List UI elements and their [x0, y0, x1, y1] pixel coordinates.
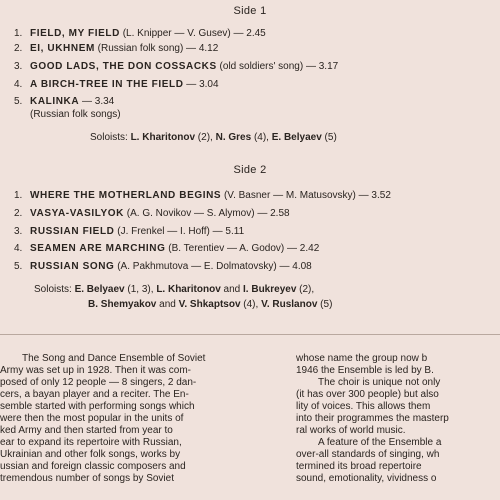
- soloist-name: V. Ruslanov: [261, 299, 318, 310]
- side2-track-1: [14, 190, 391, 202]
- soloist-part: and: [156, 299, 179, 310]
- track-title: KALINKA: [30, 96, 80, 107]
- track-credit: — 3.34: [79, 96, 115, 107]
- track-number: 3.: [14, 61, 23, 72]
- track-title: GOOD LADS, THE DON COSSACKS: [30, 61, 217, 72]
- notes-line: The Song and Dance Ensemble of Soviet: [22, 353, 206, 364]
- track-credit: (J. Frenkel — I. Hoff) — 5.11: [114, 226, 245, 237]
- track-title: FIELD, MY FIELD: [30, 28, 120, 39]
- side2-soloists-line1: [34, 284, 314, 295]
- side1-track-5-note: (Russian folk songs): [30, 109, 121, 120]
- track-credit: (L. Knipper — V. Gusev) — 2.45: [119, 28, 266, 39]
- track-number: 1.: [14, 28, 23, 39]
- soloists-label: Soloists:: [90, 132, 131, 143]
- notes-line: over-all standards of singing, wh: [296, 449, 440, 460]
- track-number: 3.: [14, 226, 23, 237]
- track-number: 2.: [14, 208, 23, 219]
- track-credit: — 3.04: [183, 79, 219, 90]
- soloist-part: (4),: [251, 132, 272, 143]
- notes-line: semble started with performing songs which: [0, 401, 195, 412]
- notes-line: were then the most popular in the units of: [0, 413, 184, 424]
- soloists-label: Soloists:: [34, 284, 75, 295]
- soloist-name: V. Shkaptsov: [178, 299, 241, 310]
- soloist-name: I. Bukreyev: [243, 284, 297, 295]
- track-title: WHERE THE MOTHERLAND BEGINS: [30, 190, 222, 201]
- soloist-part: (1, 3),: [124, 284, 157, 295]
- track-title: VASYA-VASILYOK: [30, 208, 124, 219]
- track-number: 1.: [14, 190, 23, 201]
- track-title: RUSSIAN SONG: [30, 261, 115, 272]
- side1-heading: Side 1: [233, 5, 267, 17]
- track-number: 2.: [14, 43, 23, 54]
- soloist-name: N. Gres: [215, 132, 252, 143]
- soloist-part: (5): [321, 132, 337, 143]
- notes-line: sound, emotionality, vividness o: [296, 473, 437, 484]
- soloist-part: (2),: [296, 284, 315, 295]
- side1-track-2: [14, 43, 218, 55]
- track-credit: (A. Pakhmutova — E. Dolmatovsky) — 4.08: [114, 261, 312, 272]
- soloist-name: E. Belyaev: [74, 284, 125, 295]
- notes-line: whose name the group now b: [296, 353, 428, 364]
- notes-line: termined its broad repertoire: [296, 461, 422, 472]
- track-title: SEAMEN ARE MARCHING: [30, 243, 166, 254]
- notes-line: 1946 the Ensemble is led by B.: [296, 365, 434, 376]
- soloist-part: (2),: [195, 132, 216, 143]
- soloist-part: (5): [317, 299, 333, 310]
- track-credit: (B. Terentiev — A. Godov) — 2.42: [165, 243, 320, 254]
- track-title: RUSSIAN FIELD: [30, 226, 115, 237]
- track-title: A BIRCH-TREE IN THE FIELD: [30, 79, 184, 90]
- liner-notes-right-column: [296, 353, 500, 485]
- track-number: 4.: [14, 243, 23, 254]
- track-number: 5.: [14, 261, 23, 272]
- side2-track-3: [14, 226, 244, 238]
- side2-track-4: [14, 243, 319, 255]
- notes-line: The choir is unique not only: [318, 377, 441, 388]
- side2-track-5: [14, 261, 312, 273]
- track-credit: (V. Basner — M. Matusovsky) — 3.52: [221, 190, 391, 201]
- side2-track-2: [14, 208, 290, 220]
- side1-soloists: [90, 132, 337, 143]
- soloist-part: and: [220, 284, 244, 295]
- notes-line: tremendous number of songs by Soviet: [0, 473, 174, 484]
- liner-notes-left-column: [0, 353, 272, 485]
- soloist-name: L. Kharitonov: [130, 132, 196, 143]
- side1-track-5: [14, 96, 114, 108]
- notes-line: lity of voices. This allows them: [296, 401, 431, 412]
- track-credit: (Russian folk song) — 4.12: [94, 43, 219, 54]
- track-number: 4.: [14, 79, 23, 90]
- notes-line: ussian and foreign classic composers and: [0, 461, 186, 472]
- notes-line: into their programmes the masterp: [296, 413, 449, 424]
- section-divider: [0, 334, 500, 335]
- notes-line: (it has over 300 people) but also: [296, 389, 439, 400]
- side2-soloists-line2: [88, 299, 332, 310]
- notes-line: posed of only 12 people — 8 singers, 2 dan-: [0, 377, 197, 388]
- notes-line: Ukrainian and other folk songs, works by: [0, 449, 181, 460]
- track-credit: (old soldiers' song) — 3.17: [216, 61, 339, 72]
- side1-track-4: [14, 79, 219, 91]
- side1-track-3: [14, 61, 338, 73]
- notes-line: Army was set up in 1928. Then it was com-: [0, 365, 192, 376]
- notes-line: ear to expand its repertoire with Russian,: [0, 437, 182, 448]
- track-number: 5.: [14, 96, 23, 107]
- notes-line: cers, a bayan player and a reciter. The En-: [0, 389, 189, 400]
- notes-line: A feature of the Ensemble a: [318, 437, 442, 448]
- side1-track-1: [14, 28, 266, 40]
- soloist-part: (4),: [240, 299, 262, 310]
- soloist-name: E. Belyaev: [271, 132, 322, 143]
- side2-heading: Side 2: [233, 164, 267, 176]
- track-title: EI, UKHNEM: [30, 43, 95, 54]
- track-credit: (A. G. Novikov — S. Alymov) — 2.58: [123, 208, 290, 219]
- soloist-name: B. Shemyakov: [88, 299, 157, 310]
- soloist-name: L. Kharitonov: [156, 284, 221, 295]
- notes-line: ked Army and then started from year to: [0, 425, 173, 436]
- notes-line: ral works of world music.: [296, 425, 406, 436]
